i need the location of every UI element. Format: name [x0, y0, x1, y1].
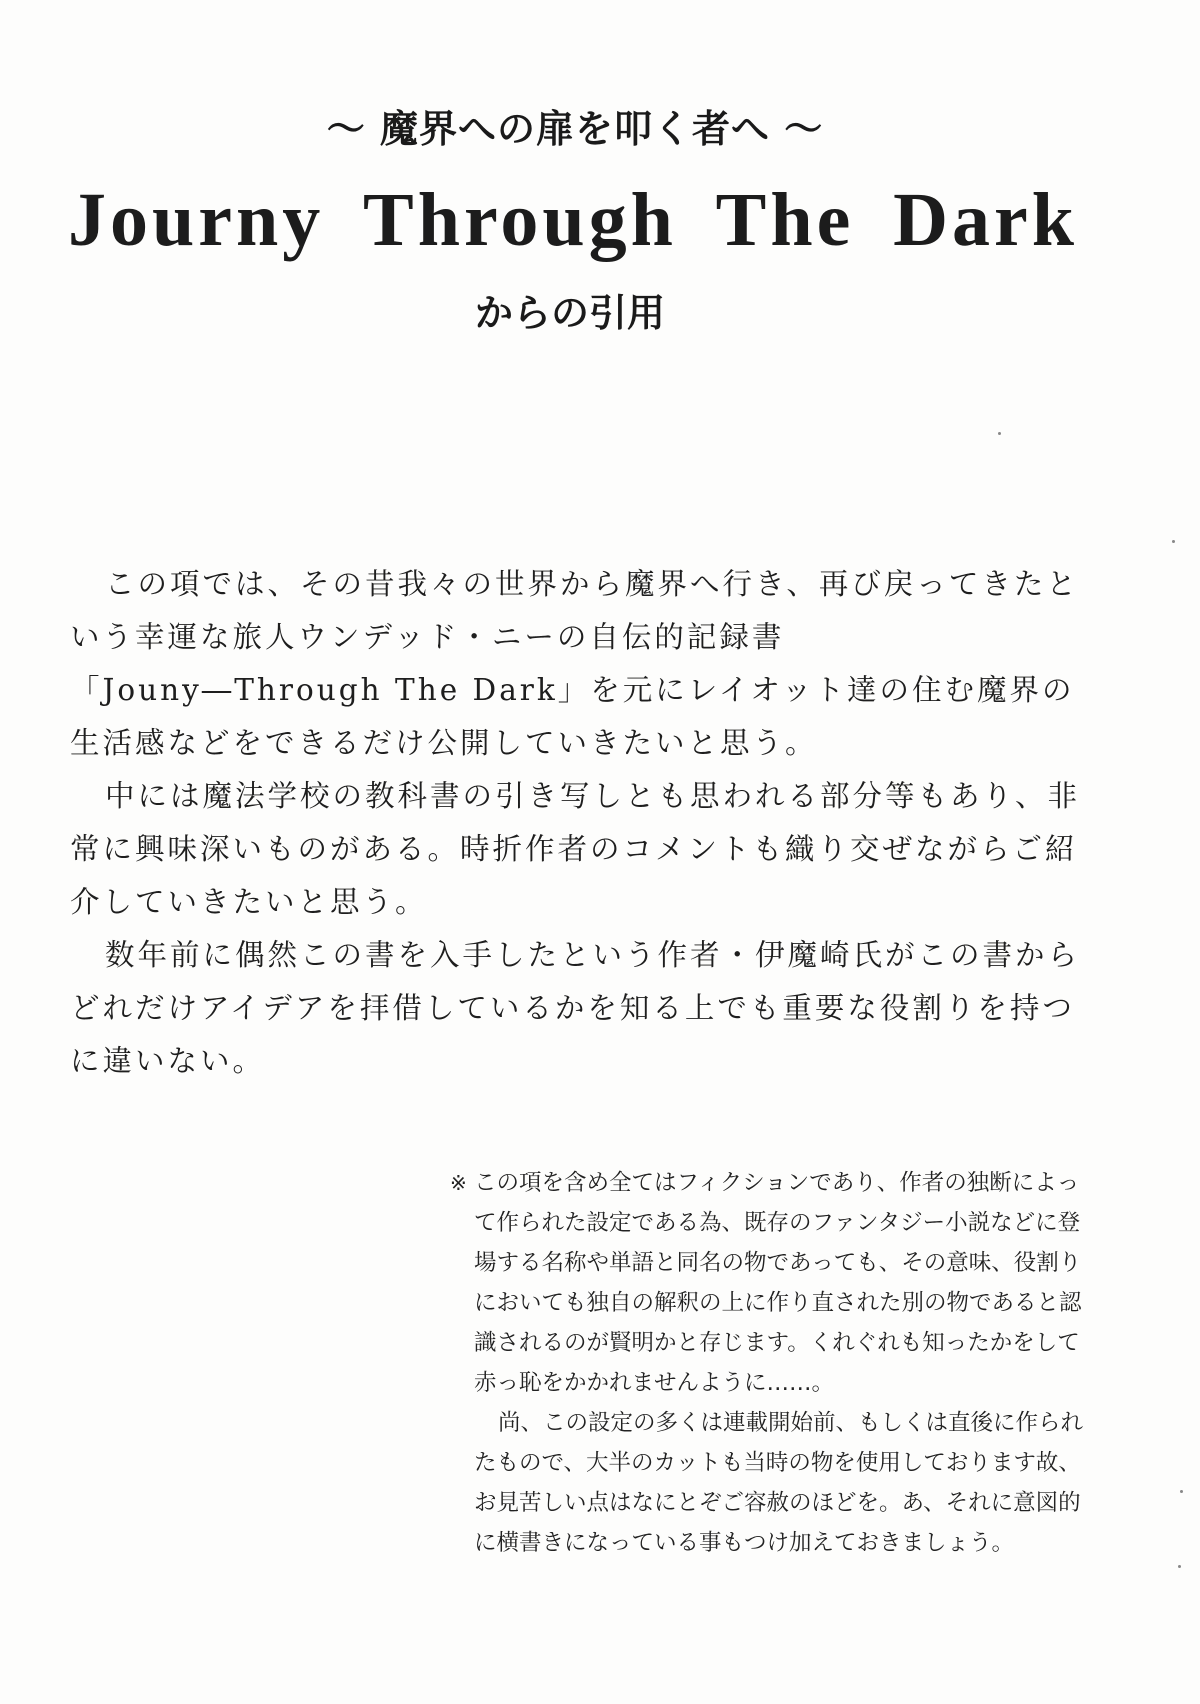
scan-speck [998, 432, 1001, 435]
title-word: Through [363, 178, 677, 262]
footnote-paragraph: 尚、この設定の多くは連載開始前、もしくは直後に作られたもので、大半のカットも当時の物を使用しております故、お見苦しい点はなにとぞご容赦のほどを。あ、それに意図的に横書きになっている事もつけ加えておきましょう。 [474, 1410, 1084, 1556]
title-word: Journy [68, 178, 325, 262]
section-kicker: ～ 魔界への扉を叩く者へ ～ [326, 107, 824, 151]
footnote-text: この項を含め全てはフィクションであり、作者の独断によって作られた設定である為、既存のファンタジー小説などに登場する名称や単語と同名の物であっても、その意味、役割りにおいても独自の解釈の上に作り直された別の物であると認識されるのが賢明かと存じます。くれぐれも知ったかをして赤っ恥をかかれませんように……。 [474, 1170, 1082, 1396]
scan-speck [1180, 1490, 1183, 1493]
intro-text [70, 558, 1080, 1088]
intro-paragraph: この項では、その昔我々の世界から魔界へ行き、再び戻ってきたという幸運な旅人ウンデッド・ニーの自伝的記録書「Jouny―Through The Dark」を元にレイオット達の住む魔界の生活感などをできるだけ公開していきたいと思う。 [70, 567, 1079, 760]
footnote-paragraph [450, 1163, 1090, 1403]
reference-mark: ※ [450, 1171, 467, 1195]
scan-speck [1172, 540, 1175, 543]
title-word: Dark [893, 178, 1078, 262]
scan-speck [1178, 1565, 1181, 1568]
page-subtitle: からの引用 [474, 291, 665, 335]
intro-paragraph: 中には魔法学校の教科書の引き写しとも思われる部分等もあり、非常に興味深いものがある。時折作者のコメントも織り交ぜながらご紹介していきたいと思う。 [70, 779, 1081, 919]
title-word: The [715, 178, 855, 262]
footnote [450, 1163, 1090, 1563]
page-title [68, 178, 1078, 262]
intro-paragraph: 数年前に偶然この書を入手したという作者・伊魔崎氏がこの書からどれだけアイデアを拝借しているかを知る上でも重要な役割りを持つに違いない。 [70, 938, 1081, 1078]
